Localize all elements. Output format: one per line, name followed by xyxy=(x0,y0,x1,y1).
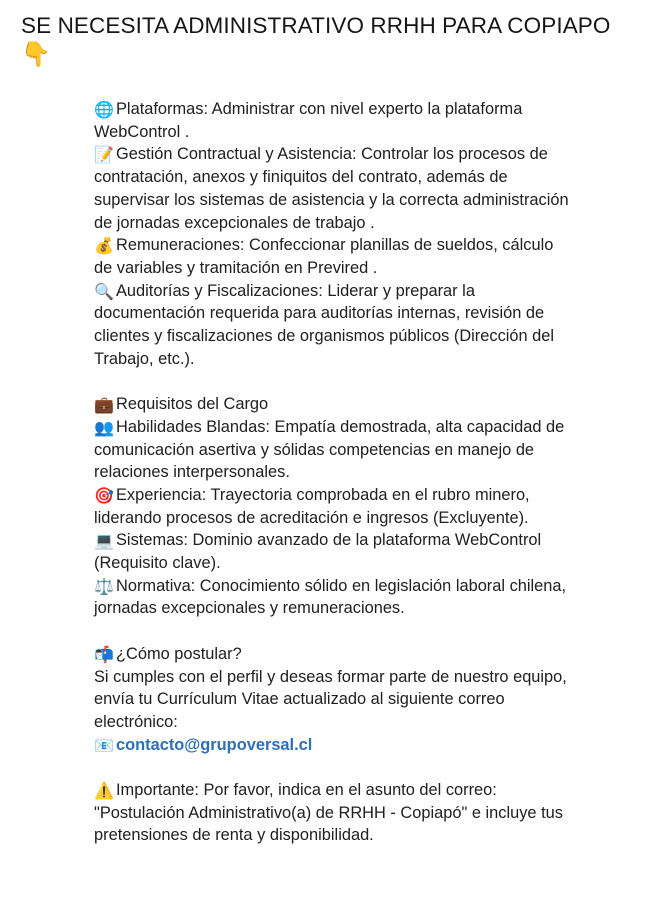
target-icon: 🎯 xyxy=(94,485,114,505)
apply-heading-text: ¿Cómo postular? xyxy=(116,644,242,663)
email-icon: 📧 xyxy=(94,735,114,755)
laptop-icon: 💻 xyxy=(94,531,114,551)
requirement-text: Experiencia: Trayectoria comprobada en el rubro minero, liderando procesos de acreditación e ingresos (Excluyente). xyxy=(94,485,530,527)
responsibility-contracts xyxy=(94,143,574,234)
apply-heading xyxy=(94,643,574,666)
globe-icon: 🌐 xyxy=(94,100,114,119)
responsibility-platforms xyxy=(94,98,574,143)
briefcase-icon: 💼 xyxy=(94,395,114,415)
email-link[interactable]: contacto@grupoversal.cl xyxy=(116,735,313,754)
apply-instructions: Si cumples con el perfil y deseas formar parte de nuestro equipo, envía tu Currículum Vitae actualizado al siguiente correo electrónico: xyxy=(94,667,567,731)
apply-email-line xyxy=(94,734,574,757)
responsibility-text: Plataformas: Administrar con nivel experto la plataforma WebControl . xyxy=(94,100,523,141)
scale-icon: ⚖️ xyxy=(94,576,114,596)
post-header xyxy=(21,12,636,67)
requirements-heading xyxy=(94,393,574,416)
important-note xyxy=(94,779,574,847)
responsibility-audits xyxy=(94,280,574,371)
paragraph-spacer xyxy=(94,756,574,779)
responsibility-payroll xyxy=(94,234,574,279)
responsibility-text: Auditorías y Fiscalizaciones: Liderar y preparar la documentación requerida para auditorías internas, revisión de clientes y fiscalizaciones de organismos públicos (Dirección del Trabajo, etc.). xyxy=(94,281,555,368)
paragraph-spacer xyxy=(94,620,574,643)
pointing-down-icon: 👇 xyxy=(21,41,51,68)
requirement-soft-skills xyxy=(94,416,574,484)
money-bag-icon: 💰 xyxy=(94,236,114,256)
requirement-text: Habilidades Blandas: Empatía demostrada, alta capacidad de comunicación asertiva y sólidas competencias en manejo de relaciones interpersonales. xyxy=(94,417,565,482)
people-icon: 👥 xyxy=(94,417,114,437)
important-text: Importante: Por favor, indica en el asunto del correo: "Postulación Administrativo(a) de RRHH - Copiapó" e incluye tus pretensiones de renta y disponibilidad. xyxy=(94,781,563,845)
responsibility-text: Remuneraciones: Confeccionar planillas de sueldos, cálculo de variables y tramitación en Previred . xyxy=(94,236,554,277)
requirements-heading-text: Requisitos del Cargo xyxy=(116,395,269,414)
requirement-text: Sistemas: Dominio avanzado de la plataforma WebControl (Requisito clave). xyxy=(94,531,542,573)
requirement-text: Normativa: Conocimiento sólido en legislación laboral chilena, jornadas excepcionales y remuneraciones. xyxy=(94,576,567,618)
mailbox-icon: 📬 xyxy=(94,644,114,664)
post-title: SE NECESITA ADMINISTRATIVO RRHH PARA COPIAPO xyxy=(21,13,611,38)
requirement-experience xyxy=(94,484,574,529)
requirement-regulations xyxy=(94,575,574,620)
memo-icon: 📝 xyxy=(94,145,114,165)
magnifying-glass-icon: 🔍 xyxy=(94,281,114,301)
requirement-systems xyxy=(94,529,574,574)
paragraph-spacer xyxy=(94,370,574,393)
message-body xyxy=(94,98,574,847)
warning-icon: ⚠️ xyxy=(94,781,114,801)
responsibility-text: Gestión Contractual y Asistencia: Controlar los procesos de contratación, anexos y finiquitos del contrato, además de supervisar los sistemas de asistencia y la correcta administración de jornadas excepcionales de trabajo . xyxy=(94,145,569,232)
